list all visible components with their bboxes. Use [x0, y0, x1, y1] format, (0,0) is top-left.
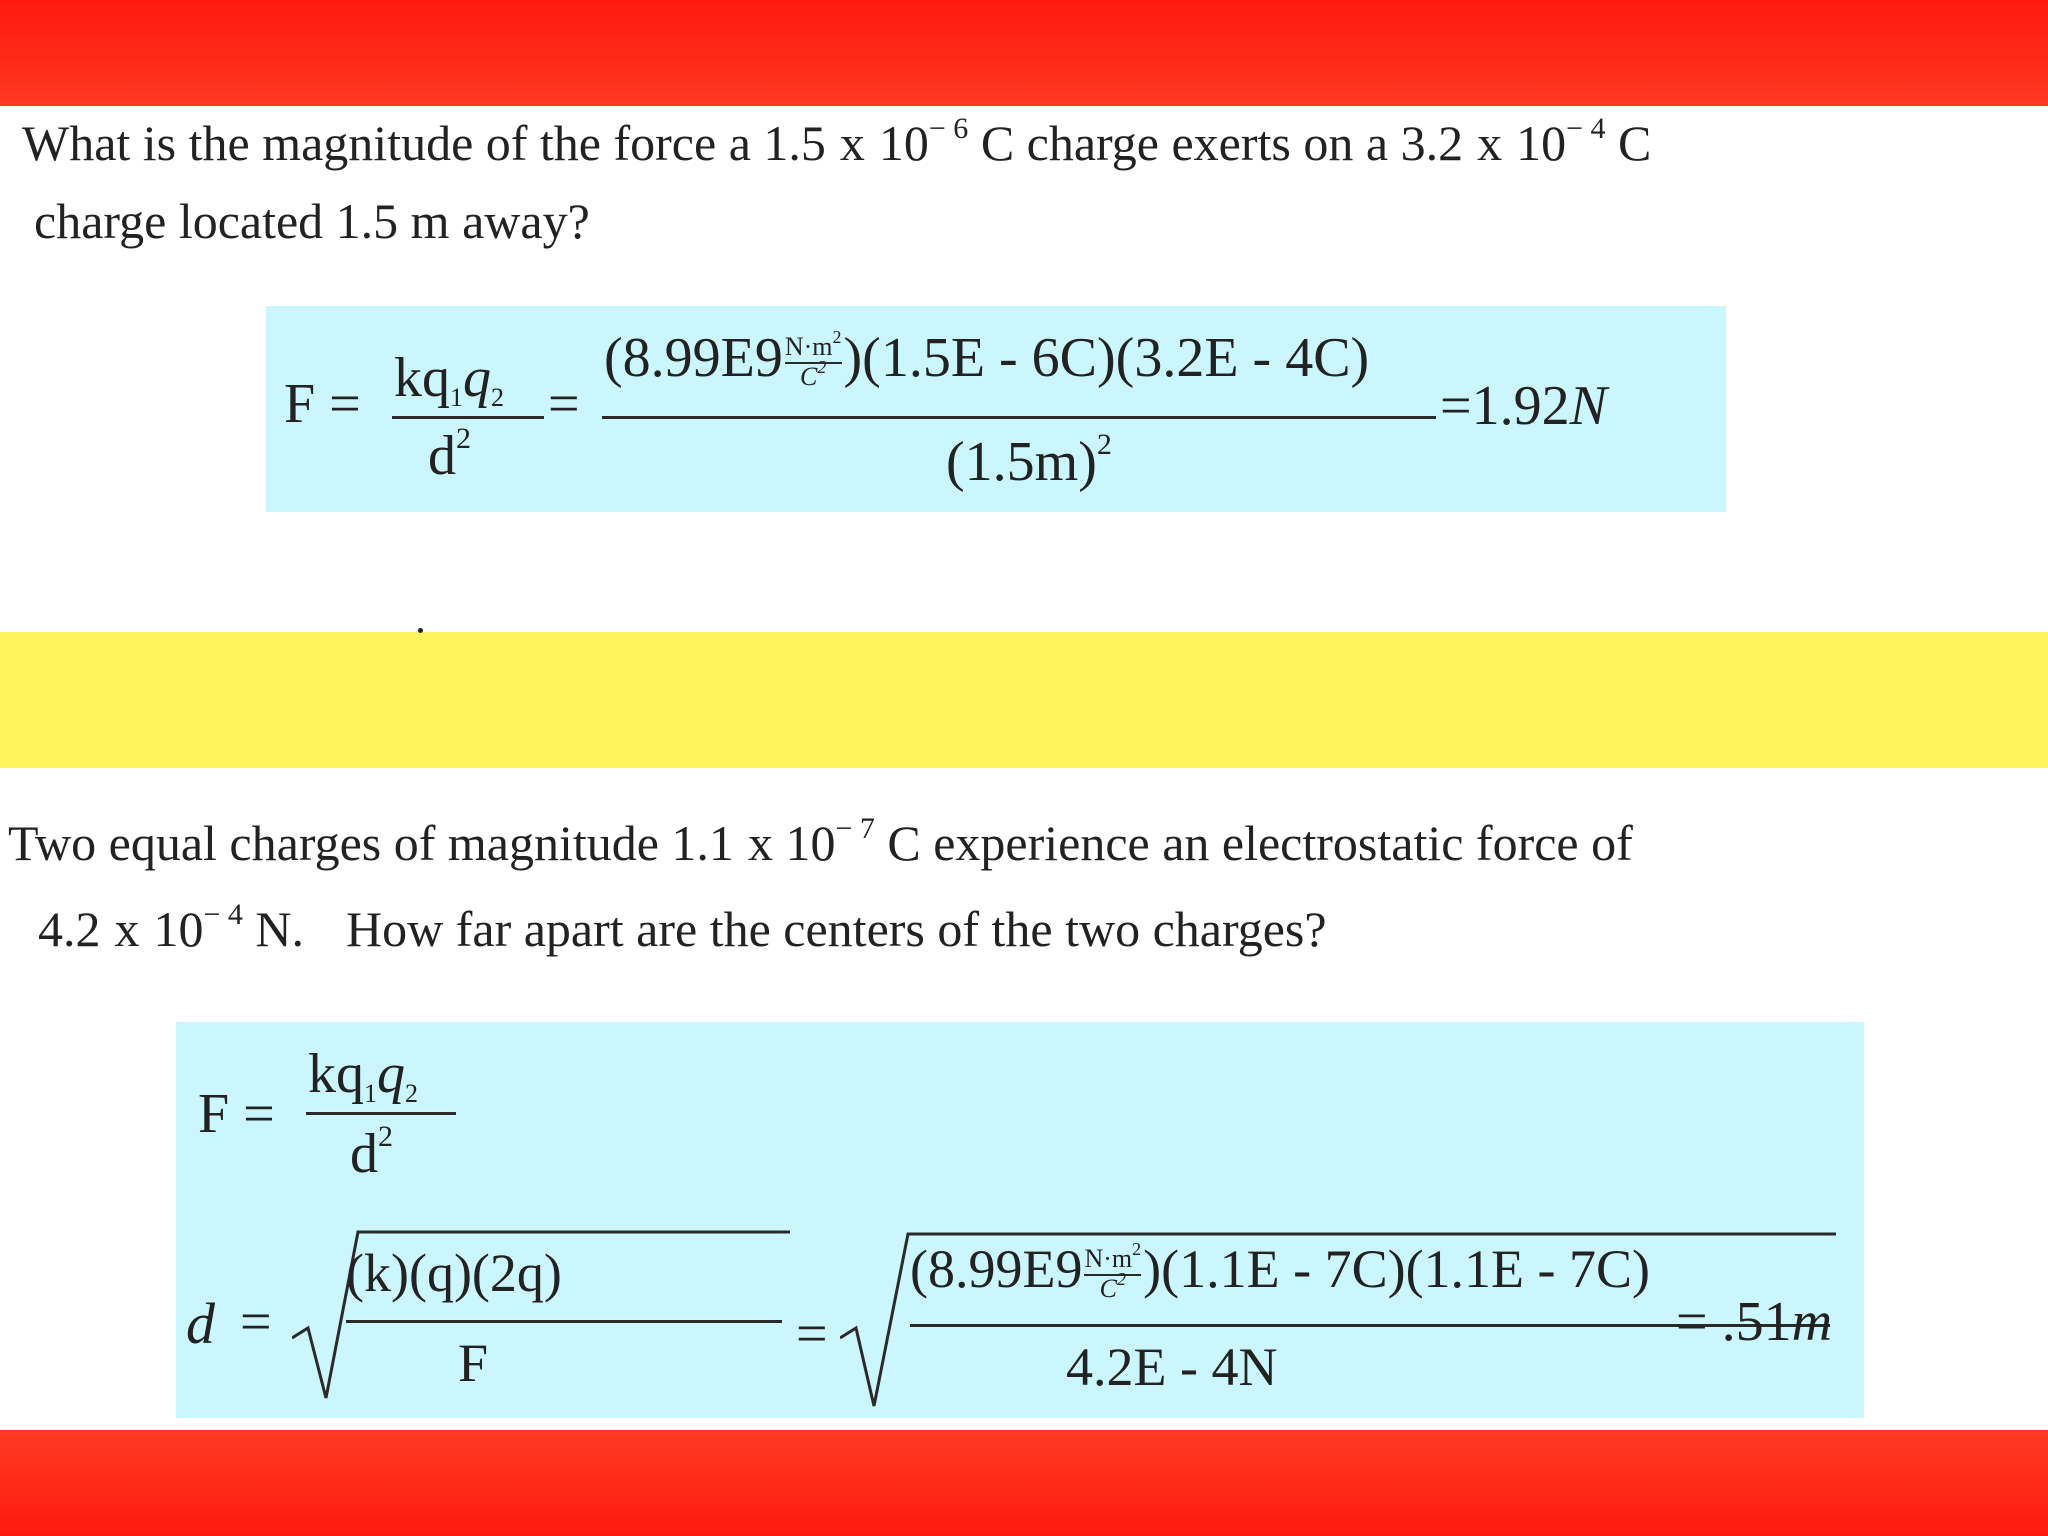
coulomb-numerator: kq1q2: [308, 1043, 418, 1108]
stray-dot: [418, 628, 423, 633]
equals-sign: =: [240, 1291, 272, 1353]
bottom-red-bar: [0, 1430, 2048, 1536]
distance-label: d: [186, 1291, 215, 1356]
problem1-question-line2: charge located 1.5 m away?: [34, 193, 590, 249]
equals-sign: =: [548, 373, 580, 435]
equals-sign-2: =: [796, 1303, 828, 1365]
force-eq-label: F =: [198, 1083, 275, 1145]
substituted-numerator: (8.99E9 $\frac{N\cdot m^2}{C^2}$ )(1.1E - 7C)(1.1E - 7C): [910, 1238, 1651, 1303]
sqrt1-fraction-bar: [346, 1320, 782, 1323]
problem2-formula-box: [176, 1022, 1864, 1418]
problem1-question: [22, 108, 1651, 256]
coulomb-fraction-bar: [392, 416, 544, 419]
problem1-question-line1: What is the magnitude of the force a 1.5 x $10^{- 6}$ C charge exerts on a 3.2 x $10^{- 4}$ C: [22, 112, 1652, 171]
coulomb-denominator: $d^2$: [350, 1120, 393, 1185]
coulomb-denominator: $d^2$: [428, 422, 471, 487]
substituted-numerator: (8.99E9 $\frac{N\cdot m^2}{C^2}$ )(1.5E - 6C)(3.2E - 4C): [604, 327, 1370, 392]
force-eq-label: F =: [284, 373, 361, 435]
top-red-bar: [0, 0, 2048, 106]
substituted-fraction-bar: [602, 416, 1436, 419]
problem2-question-line1: Two equal charges of magnitude 1.1 x $10^{- 7}$ C experience an electrostatic force of: [8, 812, 1633, 871]
substituted-denominator: 4.2E - 4N: [1066, 1337, 1278, 1397]
coulomb-fraction-bar: [306, 1112, 456, 1115]
problem2-question-line2: 4.2 x $10^{- 4}$ N. How far apart are the centers of the two charges?: [38, 898, 1327, 957]
result-distance: = .51m: [1676, 1291, 1833, 1353]
result-force: =1.92N: [1440, 375, 1607, 437]
problem1-formula-box: [266, 306, 1726, 512]
substituted-denominator: $(1.5m)^2$: [946, 428, 1112, 493]
sqrt1-numerator: (k)(q)(2q): [346, 1243, 562, 1303]
coulomb-numerator: kq1q2: [394, 347, 504, 412]
middle-yellow-bar: [0, 632, 2048, 768]
sqrt1-denominator: F: [458, 1333, 489, 1393]
problem2-question: [8, 808, 1633, 972]
